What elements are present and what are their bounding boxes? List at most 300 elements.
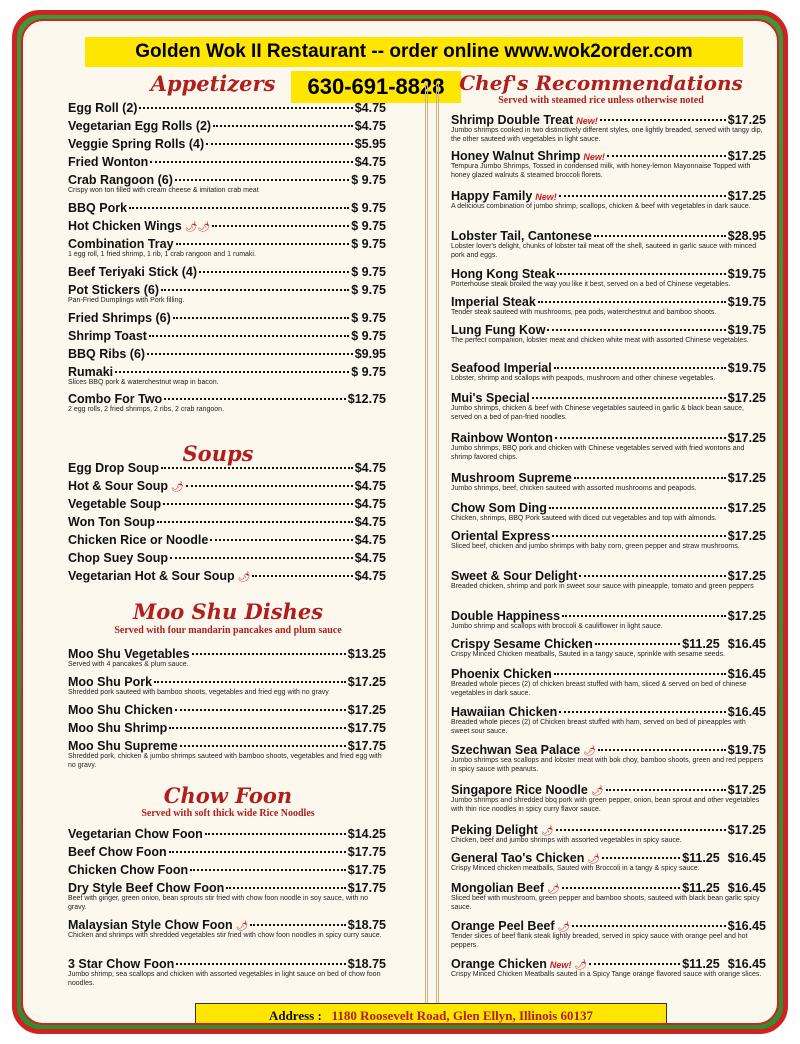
menu-page — [21, 19, 779, 1025]
dot-leader — [572, 925, 726, 927]
menu-item-row — [451, 471, 766, 485]
menu-item-price: $16.45 — [727, 705, 766, 719]
menu-item[interactable] — [68, 265, 386, 279]
dot-leader — [559, 711, 725, 713]
menu-item[interactable] — [451, 361, 766, 384]
menu-item[interactable] — [68, 551, 386, 565]
menu-item-description: Jumbo shrimps, BBQ pork and chicken with Chinese vegetables served with fried wontons and shrimp favored chips. — [451, 445, 745, 461]
menu-item-name: Dry Style Beef Chow Foon — [68, 881, 225, 895]
menu-item-description: Breaded whole pieces (2) of Chicken breast stuffed with ham, served on bed of pineapples with sweet sour sauce. — [451, 719, 746, 735]
menu-item[interactable] — [451, 229, 766, 260]
menu-item-description: Jumbo shrimps sea scallops and lobster meat with bok choy, bamboo shoots, green and red peppers in spicy sauce with peanuts. — [451, 757, 764, 773]
menu-item-row — [451, 501, 766, 515]
menu-item[interactable] — [451, 431, 766, 462]
hot-pepper-icon: 🌶 — [171, 482, 184, 493]
menu-item[interactable] — [451, 267, 766, 290]
menu-item-description: Breaded whole pieces (2) of chicken breast stuffed with ham, sliced & served on bed of chinese vegetables in dark sauce. — [451, 681, 747, 697]
hot-pepper-icon: 🌶 — [557, 922, 571, 933]
menu-item-price: $17.25 — [727, 609, 766, 623]
menu-item-price: $17.25 — [727, 391, 766, 405]
menu-item[interactable] — [68, 918, 386, 941]
menu-item-row — [451, 361, 766, 375]
menu-item[interactable] — [68, 827, 386, 841]
menu-item-row — [68, 155, 386, 169]
menu-item-name: Combo For Two — [68, 392, 163, 406]
menu-item-description: 1 egg roll, 1 fried shrimp, 1 rib, 1 crab rangoon and 1 rumaki. — [68, 251, 256, 258]
menu-item-row — [68, 569, 386, 583]
menu-item-price-large: $16.45 — [727, 851, 766, 865]
menu-item-row — [68, 365, 386, 379]
menu-item-row — [68, 461, 386, 475]
dot-leader — [173, 317, 349, 319]
new-badge: New! — [535, 192, 557, 202]
dot-leader — [169, 851, 346, 853]
dot-leader — [150, 161, 352, 163]
menu-item[interactable] — [68, 569, 386, 583]
menu-item-price: $18.75 — [347, 918, 386, 932]
menu-item-price: $17.25 — [727, 501, 766, 515]
menu-item[interactable] — [68, 219, 386, 233]
dot-leader — [210, 539, 352, 541]
dot-leader — [562, 615, 726, 617]
menu-item-name: Vegetarian Egg Rolls (2) — [68, 119, 212, 133]
menu-item-price: $ 9.75 — [351, 265, 386, 279]
menu-item-row — [68, 201, 386, 215]
menu-item-price: $17.25 — [727, 431, 766, 445]
menu-item[interactable] — [451, 743, 766, 774]
menu-item-price: $17.25 — [727, 783, 766, 797]
dot-leader — [607, 155, 726, 157]
menu-item-name: Vegetable Soup — [68, 497, 162, 511]
menu-item-row — [68, 119, 386, 133]
menu-item-description: Porterhouse steak broiled the way you like it best, served on a bed of Chinese vegetables. — [451, 281, 731, 288]
dot-leader — [562, 887, 680, 889]
menu-item-row — [451, 295, 766, 309]
menu-item[interactable] — [451, 919, 766, 950]
menu-item-price-large: $16.45 — [727, 881, 766, 895]
menu-item-price: $18.75 — [347, 957, 386, 971]
menu-item-row — [451, 851, 766, 865]
dot-leader — [556, 829, 726, 831]
menu-item-name: Moo Shu Shrimp — [68, 721, 168, 735]
menu-item-description: Crispy Minced Chicken meatballs, Sauted in a tangy sauce, sprinkle with sesame seeds. — [451, 651, 725, 658]
chowfoon-subtitle: Served with soft thick wide Rice Noodles — [141, 808, 315, 819]
menu-item-price: $19.75 — [727, 323, 766, 337]
menu-item[interactable] — [68, 237, 386, 260]
menu-item-name: BBQ Ribs (6) — [68, 347, 146, 361]
menu-item-name: Moo Shu Supreme — [68, 739, 178, 753]
menu-item-row — [451, 667, 766, 681]
menu-item[interactable] — [451, 295, 766, 318]
dot-leader — [147, 353, 353, 355]
menu-item[interactable] — [451, 529, 766, 552]
dot-leader — [139, 107, 352, 109]
menu-item-name: Malaysian Style Chow Foon — [68, 918, 233, 932]
menu-item-name: Double Happiness — [451, 609, 561, 623]
menu-item-price: $17.25 — [727, 529, 766, 543]
menu-item-row — [451, 323, 766, 337]
menu-item-row — [451, 823, 766, 837]
menu-item-row — [68, 827, 386, 841]
menu-item-price: $17.25 — [347, 675, 386, 689]
menu-item-price: $16.45 — [727, 667, 766, 681]
menu-item-name: Combination Tray — [68, 237, 174, 251]
menu-item-description: Pan-Fried Dumplings with Pork filling. — [68, 297, 185, 304]
appetizers-title: Appetizers — [150, 71, 276, 96]
menu-item[interactable] — [451, 705, 766, 736]
menu-item-price: $17.25 — [727, 149, 766, 163]
dot-leader — [250, 924, 345, 926]
menu-item-name: Vegetarian Chow Foon — [68, 827, 203, 841]
menu-item[interactable] — [68, 533, 386, 547]
menu-item[interactable] — [68, 101, 386, 115]
menu-item[interactable] — [68, 365, 386, 388]
menu-item-price: $12.75 — [347, 392, 386, 406]
menu-item-description: Lobster lover's delight, chunks of lobster tail meat off the shell, sauteed in garlic sauce with minced pork and eggs. — [451, 243, 757, 259]
menu-item[interactable] — [68, 957, 386, 988]
menu-item-name: Veggie Spring Rolls (4) — [68, 137, 205, 151]
address-text: 1180 Roosevelt Road, Glen Ellyn, Illinois 60137 — [331, 1008, 594, 1023]
menu-item[interactable] — [68, 515, 386, 529]
dot-leader — [606, 789, 726, 791]
hot-pepper-icon: 🌶 — [547, 884, 560, 895]
address-bar — [195, 1003, 667, 1025]
dot-leader — [554, 673, 726, 675]
menu-item-row — [68, 863, 386, 877]
address-label: Address : — [268, 1008, 322, 1023]
menu-item-name: Fried Shrimps (6) — [68, 311, 171, 325]
hot-pepper-icon: 🌶 — [540, 826, 554, 837]
menu-item-description: 2 egg rolls, 2 fried shrimps, 2 ribs, 2 crab rangoon. — [68, 406, 225, 413]
menu-item-price: $ 9.75 — [351, 329, 386, 343]
dot-leader — [180, 745, 346, 747]
menu-item-row — [68, 721, 386, 735]
menu-item[interactable] — [68, 155, 386, 169]
dot-leader — [169, 727, 345, 729]
hot-pepper-icon: 🌶 — [590, 786, 604, 797]
dot-leader — [149, 335, 349, 337]
menu-item-description: Crispy Minced chicken meatballs, Sauted with Broccoli in a tangy & spicy sauce. — [451, 865, 700, 872]
dot-leader — [176, 243, 350, 245]
menu-item-name: Moo Shu Pork — [68, 675, 153, 689]
dot-leader — [557, 273, 726, 275]
dot-leader — [161, 467, 353, 469]
menu-item-name: Honey Walnut Shrimp — [451, 149, 581, 163]
restaurant-banner: Golden Wok II Restaurant -- order online www.wok2order.com — [85, 37, 743, 67]
new-badge: New! — [576, 116, 598, 126]
menu-item-price: $4.75 — [354, 515, 386, 529]
menu-item-price: $ 9.75 — [351, 311, 386, 325]
menu-item-price: $ 9.75 — [351, 173, 386, 187]
menu-item[interactable] — [68, 647, 386, 670]
menu-item[interactable] — [451, 823, 766, 846]
menu-item[interactable] — [68, 881, 386, 912]
menu-item[interactable] — [68, 675, 386, 698]
menu-item-row — [68, 283, 386, 297]
dot-leader — [212, 225, 349, 227]
menu-item-price: $ 9.75 — [351, 201, 386, 215]
menu-item-price: $17.25 — [727, 189, 766, 203]
hot-pepper-icon: 🌶🌶 — [184, 222, 211, 233]
menu-item[interactable] — [451, 323, 766, 346]
menu-item-name: Pot Stickers (6) — [68, 283, 160, 297]
menu-item[interactable] — [451, 189, 766, 212]
menu-item-row — [451, 637, 766, 651]
menu-item[interactable] — [68, 392, 386, 415]
menu-item-description: Crispy won ton filled with cream cheese & imitation crab meat — [68, 187, 259, 194]
menu-item[interactable] — [451, 783, 766, 814]
dot-leader — [559, 195, 726, 197]
menu-item-name: Shrimp Double Treat — [451, 113, 574, 127]
menu-item-row — [451, 113, 766, 127]
dot-leader — [157, 521, 353, 523]
menu-item-row — [68, 845, 386, 859]
new-badge: New! — [549, 960, 572, 970]
menu-item[interactable] — [451, 569, 766, 592]
menu-item[interactable] — [68, 703, 386, 717]
menu-item-name: Happy Family — [451, 189, 533, 203]
menu-item-name: Oriental Express — [451, 529, 551, 543]
menu-item-description: Beef with ginger, green onion, bean sprouts stir fried with chow foon noodle in soy sauce, with no gravy. — [68, 895, 369, 911]
menu-item-description: A delicious combination of jumbo shrimp, scallops, chicken & beef with vegetables in dark sauce. — [451, 203, 751, 210]
menu-item[interactable] — [451, 881, 766, 912]
menu-item[interactable] — [68, 863, 386, 877]
new-badge: New! — [583, 152, 605, 162]
menu-item[interactable] — [451, 113, 766, 144]
menu-item-row — [68, 957, 386, 971]
hot-pepper-icon: 🌶 — [583, 746, 596, 757]
menu-item-price: $19.75 — [727, 295, 766, 309]
menu-item-name: Hong Kong Steak — [451, 267, 556, 281]
menu-item[interactable] — [68, 173, 386, 196]
menu-item[interactable] — [68, 461, 386, 475]
menu-item-price: $ 9.75 — [351, 219, 386, 233]
menu-item-name: Egg Drop Soup — [68, 461, 159, 475]
menu-item-row — [68, 329, 386, 343]
menu-item-name: Imperial Steak — [451, 295, 536, 309]
menu-item-name: Peking Delight — [451, 823, 538, 837]
menu-item-row — [68, 479, 386, 493]
dot-leader — [176, 963, 346, 965]
menu-item-row — [68, 347, 386, 361]
menu-item-price: $4.75 — [354, 119, 386, 133]
menu-item-price: $11.25 — [682, 851, 720, 865]
menu-item-row — [451, 743, 766, 757]
dot-leader — [154, 681, 346, 683]
menu-item-name: Mushroom Supreme — [451, 471, 572, 485]
menu-item-row — [451, 569, 766, 583]
menu-item[interactable] — [68, 283, 386, 306]
menu-item-price: $4.75 — [354, 155, 386, 169]
menu-item-row — [68, 265, 386, 279]
menu-item-name: Phoenix Chicken — [451, 667, 552, 681]
dot-leader — [205, 833, 346, 835]
menu-item-name: Lobster Tail, Cantonese — [451, 229, 592, 243]
menu-item-description: The perfect companion, lobster meat and chicken white meat with assorted Chinese vegetables. — [451, 337, 749, 344]
menu-frame — [12, 10, 788, 1034]
hot-pepper-icon: 🌶 — [235, 921, 249, 932]
soups-title: Soups — [182, 441, 254, 466]
hot-pepper-icon: 🌶 — [587, 854, 601, 865]
menu-item-name: Shrimp Toast — [68, 329, 147, 343]
dot-leader — [164, 398, 346, 400]
menu-item-name: Chicken Chow Foon — [68, 863, 189, 877]
menu-item-name: Lung Fung Kow — [451, 323, 546, 337]
menu-item[interactable] — [451, 501, 766, 524]
menu-item-row — [451, 919, 766, 933]
menu-item-description: Jumbo shrimps, chicken & beef with Chinese vegetables sauteed in garlic & black bean sauce, served on a bed of pan-fried noodles. — [451, 405, 744, 421]
menu-item-description: Tender steak sauteed with mushrooms, pea pods, waterchestnut and bamboo shoots. — [451, 309, 717, 316]
menu-item-row — [68, 392, 386, 406]
menu-item-description: Shredded pork, chicken & jumbo shrimps sauteed with bamboo shoots, vegetables and fried egg with no gravy. — [68, 753, 382, 769]
dot-leader — [547, 329, 725, 331]
menu-item-name: Chicken Rice or Noodle — [68, 533, 209, 547]
menu-item-price: $4.75 — [354, 497, 386, 511]
menu-item-description: Lobster, shrimp and scallops with peapods, mushroom and other chinese vegetables. — [451, 375, 716, 382]
mooshu-title: Moo Shu Dishes — [132, 599, 324, 624]
chef-subtitle: Served with steamed rice unless otherwise noted — [498, 95, 704, 106]
menu-item-name: Vegetarian Hot & Sour Soup — [68, 569, 235, 583]
menu-item-row — [68, 533, 386, 547]
menu-item-price: $28.95 — [727, 229, 766, 243]
menu-item-price: $16.45 — [727, 919, 766, 933]
dot-leader — [532, 397, 726, 399]
menu-item-name: Beef Chow Foon — [68, 845, 167, 859]
menu-item-price: $5.95 — [354, 137, 386, 151]
menu-item[interactable] — [68, 497, 386, 511]
menu-item-row — [451, 705, 766, 719]
menu-item-name: Rumaki — [68, 365, 114, 379]
dot-leader — [554, 367, 726, 369]
menu-item[interactable] — [68, 329, 386, 343]
menu-item-name: Hawaiian Chicken — [451, 705, 558, 719]
menu-item[interactable] — [68, 739, 386, 770]
menu-item-row — [68, 237, 386, 251]
menu-item-name: Fried Wonton — [68, 155, 149, 169]
menu-item-description: Jumbo shrimps and shredded bbq pork with green pepper, onion, bean sprout and other vegetables with thin rice noodles in spicy curry flavor sauce. — [451, 797, 760, 813]
dot-leader — [252, 575, 352, 577]
menu-item[interactable] — [451, 667, 766, 698]
menu-item[interactable] — [451, 609, 766, 632]
menu-item-description: Sliced beef with mushroom, green pepper and bamboo shoots, sauteed with black bean garlic spicy sauce. — [451, 895, 760, 911]
menu-item[interactable] — [451, 851, 766, 874]
menu-item-name: Won Ton Soup — [68, 515, 156, 529]
menu-item-row — [68, 101, 386, 115]
menu-item-name: Beef Teriyaki Stick (4) — [68, 265, 197, 279]
menu-item-row — [451, 783, 766, 797]
dot-leader — [555, 437, 726, 439]
menu-item[interactable] — [451, 471, 766, 494]
menu-item-name: Crispy Sesame Chicken — [451, 637, 593, 651]
hot-pepper-icon: 🌶 — [237, 572, 251, 583]
menu-item-row — [68, 703, 386, 717]
menu-item-name: Mui's Special — [451, 391, 530, 405]
menu-item[interactable] — [68, 311, 386, 325]
menu-item-row — [68, 739, 386, 753]
menu-item-description: Slices BBQ pork & waterchestnut wrap in bacon. — [68, 379, 219, 386]
hot-pepper-icon: 🌶 — [574, 960, 588, 971]
dot-leader — [161, 289, 349, 291]
dot-leader — [190, 869, 346, 871]
menu-item-row — [68, 551, 386, 565]
menu-item[interactable] — [451, 957, 766, 980]
menu-item-name: BBQ Pork — [68, 201, 128, 215]
menu-item-price: $19.75 — [727, 267, 766, 281]
menu-item-name: Orange Chicken — [451, 957, 547, 971]
menu-item-price: $17.25 — [727, 569, 766, 583]
menu-item-description: Tender slices of beef flank steak lightly breaded, served in spicy sauce with orange peel and hot peppers. — [451, 933, 748, 949]
menu-item-name: Crab Rangoon (6) — [68, 173, 173, 187]
menu-item-name: Seafood Imperial — [451, 361, 552, 375]
menu-item-price: $17.25 — [347, 703, 386, 717]
menu-item[interactable] — [451, 391, 766, 422]
menu-item-row — [68, 311, 386, 325]
dot-leader — [595, 643, 680, 645]
menu-item-price: $17.25 — [727, 113, 766, 127]
menu-item-name: Mongolian Beef — [451, 881, 545, 895]
menu-item-description: Jumbo shrimp and scallops with broccoli & cauliflower in light sauce. — [451, 623, 663, 630]
menu-item-price: $ 9.75 — [351, 365, 386, 379]
menu-item[interactable] — [451, 637, 766, 660]
menu-item-price: $4.75 — [354, 533, 386, 547]
menu-item-price: $4.75 — [354, 551, 386, 565]
menu-item-price-large: $16.45 — [727, 957, 766, 971]
menu-item-description: Chicken, beef and jumbo shrimps with assorted vegetables in spicy sauce. — [451, 837, 682, 844]
menu-item-row — [451, 431, 766, 445]
dot-leader — [175, 709, 346, 711]
menu-item-price: $4.75 — [354, 479, 386, 493]
menu-item-row — [451, 609, 766, 623]
dot-leader — [170, 557, 353, 559]
chef-title: Chef's Recommendations — [459, 71, 743, 95]
menu-item-description: Shredded pork sauteed with bamboo shoots, vegetables and fried egg with no gravy — [68, 689, 329, 696]
menu-item-row — [451, 957, 766, 971]
phone-number[interactable]: 630-691-8828 — [291, 71, 461, 103]
menu-item[interactable] — [68, 119, 386, 133]
menu-item[interactable] — [68, 201, 386, 215]
menu-item-row — [451, 149, 766, 163]
menu-item[interactable] — [68, 479, 386, 493]
chowfoon-title: Chow Foon — [163, 783, 293, 808]
menu-item-row — [68, 918, 386, 932]
dot-leader — [206, 143, 353, 145]
dot-leader — [129, 207, 349, 209]
menu-item[interactable] — [68, 137, 386, 151]
menu-item-price: $9.95 — [354, 347, 386, 361]
menu-item-name: Rainbow Wonton — [451, 431, 553, 445]
menu-item-name: Sweet & Sour Delight — [451, 569, 578, 583]
dot-leader — [199, 271, 349, 273]
menu-item-row — [68, 497, 386, 511]
menu-item-row — [451, 189, 766, 203]
menu-item[interactable] — [68, 845, 386, 859]
menu-item[interactable] — [451, 149, 766, 180]
menu-item-price: $17.75 — [347, 881, 386, 895]
dot-leader — [594, 235, 726, 237]
menu-item-price: $4.75 — [354, 569, 386, 583]
menu-item-price: $17.25 — [727, 471, 766, 485]
menu-item-price: $11.25 — [682, 957, 720, 971]
dot-leader — [192, 653, 346, 655]
dot-leader — [186, 485, 353, 487]
menu-item-description: Jumbo shrimps, beef, chicken sauteed with assorted mushrooms and peapods. — [451, 485, 697, 492]
menu-item-name: Orange Peel Beef — [451, 919, 555, 933]
menu-item-price: $17.25 — [727, 823, 766, 837]
menu-item-price: $19.75 — [727, 743, 766, 757]
dot-leader — [549, 507, 726, 509]
menu-item[interactable] — [68, 721, 386, 735]
menu-item[interactable] — [68, 347, 386, 361]
